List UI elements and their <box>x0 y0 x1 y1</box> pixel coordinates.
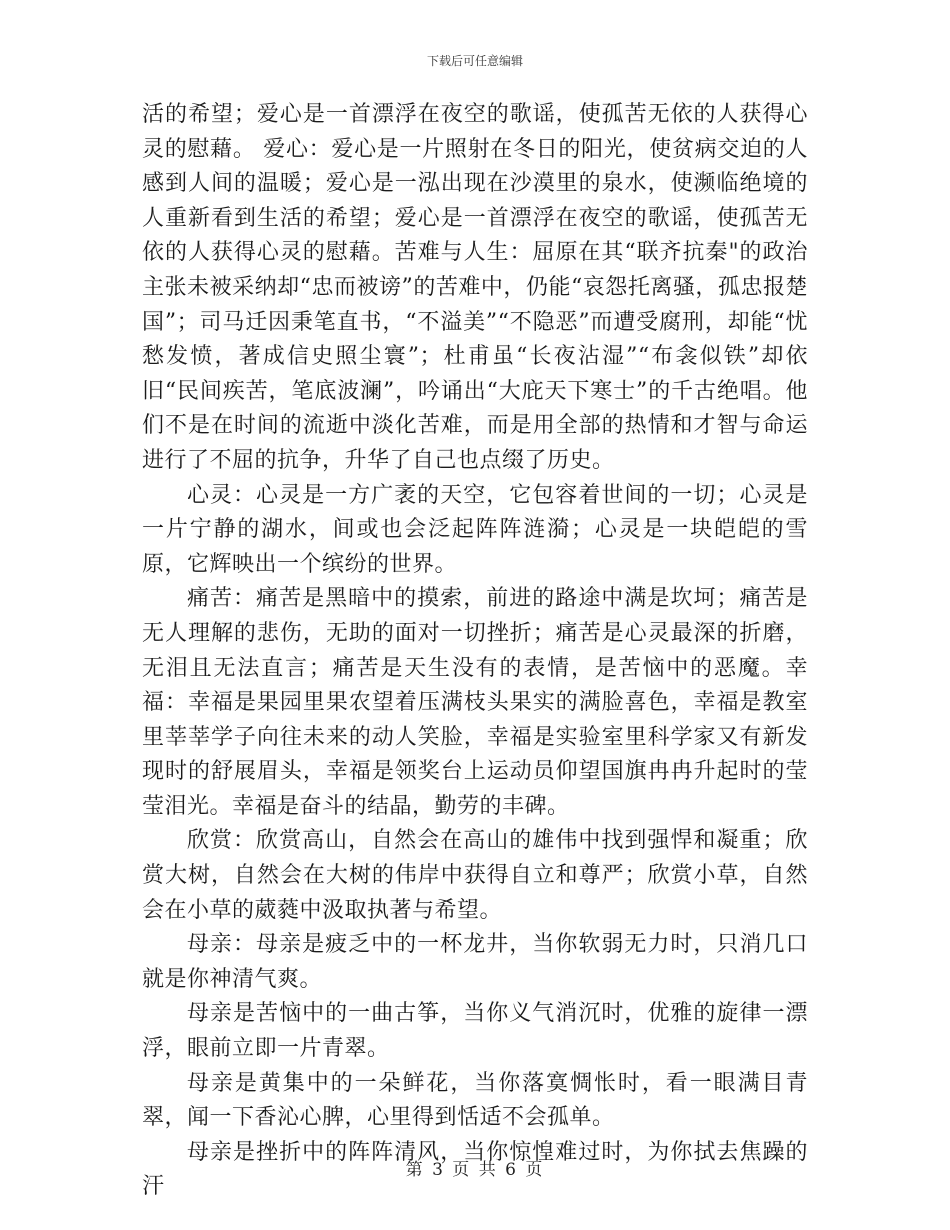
paragraph: 心灵：心灵是一方广袤的天空，它包容着世间的一切；心灵是一片宁静的湖水，间或也会泛起阵阵涟漪；心灵是一块皑皑的雪原，它辉映出一个缤纷的世界。 <box>142 482 808 577</box>
document-body <box>142 98 808 1205</box>
paragraph: 活的希望；爱心是一首漂浮在夜空的歌谣，使孤苦无依的人获得心灵的慰藉。 爱心：爱心是一片照射在冬日的阳光，使贫病交迫的人感到人间的温暖；爱心是一泓出现在沙漠里的泉水，使濒临绝境的人重新看到生活的希望；爱心是一首漂浮在夜空的歌谣，使孤苦无依的人获得心灵的慰藉。苦难与人生：屈原在其“联齐抗秦"的政治主张未被采纳却“忠而被谤”的苦难中，仍能“哀怨托离骚，孤忠报楚国”；司马迁因秉笔直书，“不溢美”“不隐恶”而遭受腐刑，却能“忧愁发愤，著成信史照尘寰”；杜甫虽“长夜沾湿”“布衾似铁”却依旧“民间疾苦，笔底波澜”，吟诵出“大庇天下寒士”的千古绝唱。他们不是在时间的流逝中淡化苦难，而是用全部的热情和才智与命运进行了不屈的抗争，升华了自己也点缀了历史。 <box>142 102 808 473</box>
paragraph: 欣赏：欣赏高山，自然会在高山的雄伟中找到强悍和凝重；欣赏大树，自然会在大树的伟岸中获得自立和尊严；欣赏小草，自然会在小草的葳蕤中汲取执著与希望。 <box>142 828 808 923</box>
paragraph: 母亲是挫折中的阵阵清风，当你惊惶难过时，为你拭去焦躁的汗 <box>142 1139 808 1200</box>
paragraph: 母亲是苦恼中的一曲古筝，当你义气消沉时，优雅的旋律一漂浮，眼前立即一片青翠。 <box>142 1001 808 1062</box>
paragraph: 痛苦：痛苦是黑暗中的摸索，前进的路途中满是坎坷；痛苦是无人理解的悲伤，无助的面对一切挫折；痛苦是心灵最深的折磨，无泪且无法直言；痛苦是天生没有的表情，是苦恼中的恶魔。幸福：幸福是果园里果农望着压满枝头果实的满脸喜色，幸福是教室里莘莘学子向往未来的动人笑脸，幸福是实验室里科学家又有新发现时的舒展眉头，幸福是领奖台上运动员仰望国旗冉冉升起时的莹莹泪光。幸福是奋斗的结晶，勤劳的丰碑。 <box>142 586 808 819</box>
page-number-footer: 第 3 页 共 6 页 <box>405 1160 545 1180</box>
paragraph: 母亲：母亲是疲乏中的一杯龙井，当你软弱无力时，只消几口就是你神清气爽。 <box>142 932 808 992</box>
paragraph: 母亲是黄集中的一朵鲜花，当你落寞惆怅时，看一眼满目青翠，闻一下香沁心脾，心里得到恬适不会孤单。 <box>142 1070 808 1131</box>
page-header: 下载后可任意编辑 <box>426 54 523 68</box>
